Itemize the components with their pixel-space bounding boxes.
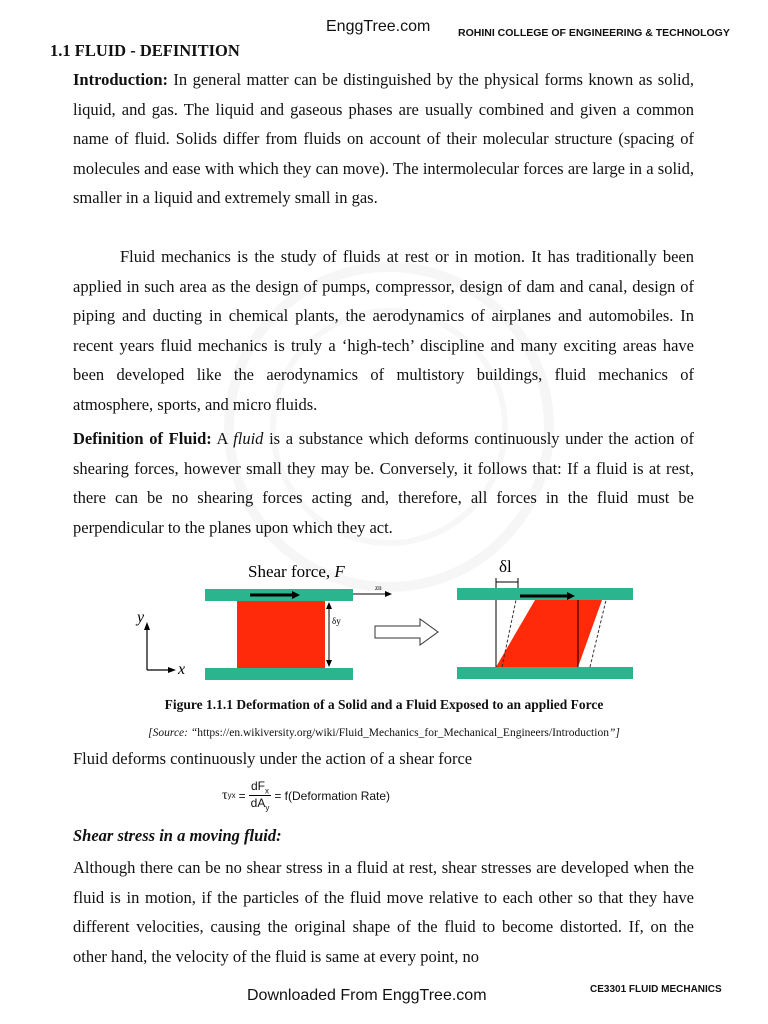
section-title: 1.1 FLUID - DEFINITION [50, 41, 240, 60]
fluid-mechanics-paragraph: Fluid mechanics is the study of fluids at rest or in motion. It has traditionally been applied in such area as the design of pumps, compressor, design of dam and canal, design of piping and ducting in chemical plants, the aerodynamics of airplanes and automobiles. In recent years fluid mechanics is truly a ‘high-tech’ discipline and many exciting areas have been developed like the aerodynamics of multistory buildings, fluid mechanics of atmosphere, sports, and micro fluids. [73, 247, 694, 414]
formula-fraction: $dF_x$ $dA_y$ [250, 779, 270, 813]
fluid-deformed-block [496, 600, 602, 667]
introduction-label: Introduction: [73, 70, 169, 89]
fluid-top-plate [457, 588, 633, 600]
formula-tau: τ [222, 787, 228, 803]
deform-statement: Fluid deforms continuously under the action of a shear force [73, 749, 473, 768]
dl-label: δl [499, 557, 512, 576]
shear-stress-paragraph: Although there can be no shear stress in a fluid at rest, shear stresses are developed when the fluid is in motion, if the particles of the fluid move relative to each other so that they have different velocities, causing the original shape of the fluid to become distorted. If, on the other hand, the velocity of the fluid is same at every point, no [73, 858, 694, 966]
shear-force-label: Shear force, F [248, 562, 345, 581]
solid-block [237, 601, 325, 668]
formula-tau-sub: yx [227, 791, 236, 801]
definition-term: fluid [233, 429, 264, 448]
introduction-paragraph [73, 65, 694, 213]
footer-download-note: Downloaded From EnggTree.com [247, 987, 487, 1004]
source-url[interactable]: https://en.wikiversity.org/wiki/Fluid_Mechanics_for_Mechanical_Engineers/Introduction [197, 727, 609, 739]
small-label: zn [375, 584, 382, 592]
fluid-bottom-plate [457, 667, 633, 679]
formula-denominator: dA [250, 796, 266, 811]
header-college-name: ROHINI COLLEGE OF ENGINEERING & TECHNOLOGY [458, 27, 730, 39]
introduction-text: In general matter can be distinguished by the physical forms known as solid, liquid, and gas. The liquid and gaseous phases are usually combined and given a common name of fluid. Solids differ from fluids on account of their molecular structure (spacing of molecules and ease with which they can move). The intermolecular forces are large in a solid, smaller in a liquid and extremely small in gas. [73, 70, 694, 207]
definition-pre: A [211, 429, 234, 448]
shear-stress-formula: τ yx = $dF_x$ $dA_y$ = f(Deformation Rate) [222, 779, 391, 813]
figure-source [0, 727, 768, 739]
deformation-figure [120, 550, 650, 690]
transition-arrow [375, 619, 438, 645]
definition-text: is a substance which deforms continuously under the action of shearing forces, however small they may be. Conversely, it follows that: If a fluid is at rest, there can be no shearing forces acting and, therefore, all forces in the fluid must be perpendicular to the planes upon which they act. [73, 429, 694, 537]
footer-course-code: CE3301 FLUID MECHANICS [590, 984, 722, 995]
header-site-name: EnggTree.com [326, 18, 431, 35]
definition-label: Definition of Fluid: [73, 429, 212, 448]
formula-rhs: = f(Deformation Rate) [274, 788, 391, 803]
figure-caption: Figure 1.1.1 Deformation of a Solid and a Fluid Exposed to an applied Force [164, 697, 604, 712]
formula-numerator: dF [250, 779, 265, 793]
dy-label: δy [332, 616, 341, 626]
solid-bottom-plate [205, 668, 353, 680]
x-axis-label: x [178, 661, 186, 678]
source-suffix: ”] [608, 727, 620, 739]
y-axis-label: y [137, 609, 145, 626]
source-prefix: [Source: “ [148, 727, 198, 739]
definition-paragraph [73, 424, 694, 542]
shear-stress-heading: Shear stress in a moving fluid: [73, 826, 282, 845]
